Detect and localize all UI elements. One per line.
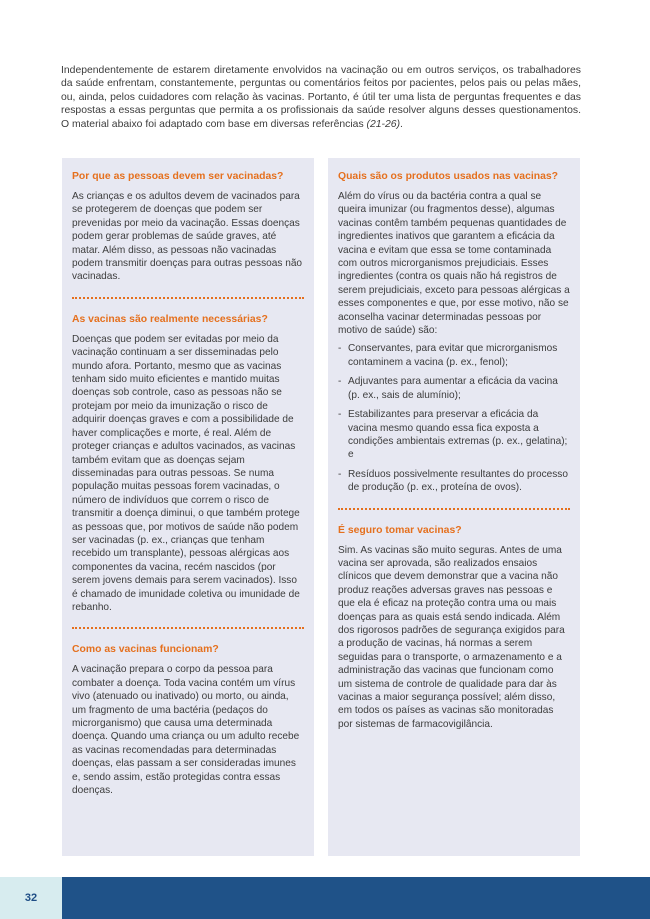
list-item: - Estabilizantes para preservar a eficácia da vacina mesmo quando essa fica exposta a condições ambientais extremas (p. ex., gelatina); e xyxy=(338,408,570,462)
intro-text: Independentemente de estarem diretamente envolvidos na vacinação ou em outros serviços, os trabalhadores da saúde enfrentam, constantemente, perguntas ou comentários feitos por pacientes, pelos pais ou pelas mães, ou, ainda, pelos cuidadores com relação às vacinas. Portanto, é útil ter uma lista de perguntas frequentes e das respostas a essas perguntas que permita a os profissionais da saúde resolver alguns desses questionamentos. O material abaixo foi adaptado com base em diversas referências xyxy=(61,65,581,130)
faq-title-ingredients: Quais são os produtos usados nas vacinas? xyxy=(338,171,558,182)
page-number: 32 xyxy=(0,877,62,919)
ingredients-list xyxy=(338,342,570,494)
faq-answer-how-work: A vacinação prepara o corpo da pessoa para combater a doença. Toda vacina contém um vírus vivo (atenuado ou inativado) ou morto, ou ainda, um fragmento de uma bactéria (pedaços do microrganismo) que causa uma determinada doença. Quando uma criança ou um adulto recebe as vacinas recomendadas para determinadas doenças, elas passam a ser consideradas imunes e, sendo assim, estão protegidas contra essas doenças. xyxy=(72,664,300,797)
dotted-divider xyxy=(72,627,304,629)
left-faq-panel xyxy=(62,158,314,856)
intro-paragraph xyxy=(61,64,581,131)
faq-answer-necessary: Doenças que podem ser evitadas por meio da vacinação continuam a ser disseminadas pelo mundo afora. Portanto, mesmo que as vacinas tenham sido muito eficientes e mantido muitas doenças sob controle, caso as pessoas não se protejam por meio da imunização o risco de adquirir doenças graves e com a possibilidade de haver complicações e morte, é real. Além de proteger crianças e adultos vacinados, as vacinas também evitam que as doenças sejam disseminadas para outras pessoas. Se numa população muitas pessoas forem vacinadas, o número de indivíduos que correm o risco de transmitir a doença diminui, o que também protege as pessoas que, por motivos de saúde não podem ser vacinadas (p. ex., crianças que tenham recebido um transplante), pessoas alérgicas aos componentes da vacina, recém nascidos (por serem jovens demais para serem vacinados). Isso é chamado de imunidade coletiva ou imunidade de rebanho. xyxy=(72,333,300,613)
footer-bar xyxy=(62,877,650,919)
dotted-divider xyxy=(338,508,570,510)
faq-answer-why-vaccinate: As crianças e os adultos devem de vacinados para se protegerem de doenças que podem ser prevenidas por meio da vacinação. Essas doenças podem gerar problemas de saúde graves, até matar. Além disso, as pessoas não vacinadas podem transmitir doenças para outras pessoas não vacinadas. xyxy=(72,191,303,283)
dotted-divider xyxy=(72,297,304,299)
faq-title-why-vaccinate: Por que as pessoas devem ser vacinadas? xyxy=(72,171,284,182)
intro-end: . xyxy=(400,118,403,130)
list-item: - Adjuvantes para aumentar a eficácia da vacina (p. ex., sais de alumínio); xyxy=(338,375,570,402)
faq-answer-ingredients: Além do vírus ou da bactéria contra a qual se queira imunizar (ou fragmentos desse), algumas vacinas contêm também pequenas quantidades de ingredientes inativos que garantem a eficácia da vacina e evitam que essa se tome contaminada com outros microrganismos prejudiciais. Esses ingredientes (contra os quais não há registros de serem prejudiciais, exceto para pessoas alérgicas a esses componentes e que, por esse motivo, não se aconselha vacinar determinadas pessoas por motivo de saúde) são: xyxy=(338,191,570,337)
faq-title-how-work: Como as vacinas funcionam? xyxy=(72,644,219,656)
list-item: - Conservantes, para evitar que microrganismos contaminem a vacina (p. ex., fenol); xyxy=(338,342,570,369)
intro-reference: (21-26) xyxy=(366,118,401,130)
faq-title-necessary: As vacinas são realmente necessárias? xyxy=(72,313,268,325)
list-item: - Resíduos possivelmente resultantes do processo de produção (p. ex., proteína de ovos). xyxy=(338,468,570,495)
right-faq-panel xyxy=(328,158,580,856)
faq-answer-safety: Sim. As vacinas são muito seguras. Antes de uma vacina ser aprovada, são realizados ensaios clínicos que devem demonstrar que a vacina não produz reações adversas graves nas pessoas e que ela é eficaz na proteção contra uma ou mais doenças para as quais está sendo indicada. Além dos rigorosos padrões de segurança exigidos para a produção de vacinas, há normas a serem seguidas para o transporte, o armazenamento e a administração das vacinas que funcionam como um sistema de controle de qualidade para dar às vacinas a maior segurança possível; além disso, em todos os países as vacinas são monitoradas por sistemas de farmacovigilância. xyxy=(338,544,565,730)
faq-title-safety: É seguro tomar vacinas? xyxy=(338,524,462,536)
